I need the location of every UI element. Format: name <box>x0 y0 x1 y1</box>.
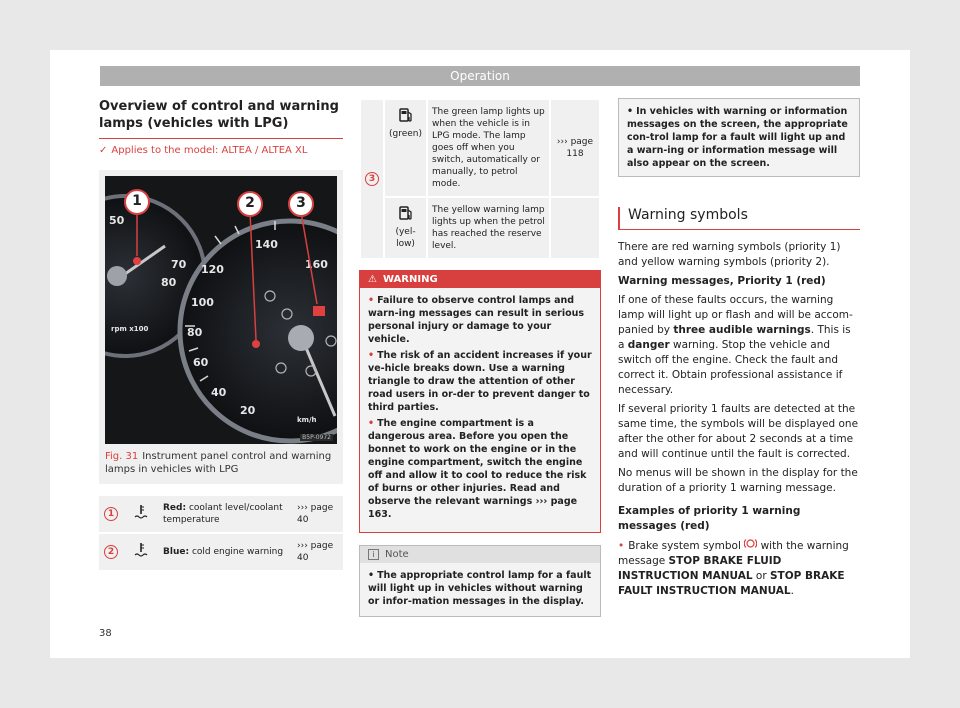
lamp-table <box>99 494 343 572</box>
lpg-lamp-table <box>359 98 601 260</box>
page-number: 38 <box>99 628 112 639</box>
list-item: • Failure to observe control lamps and warn-ing messages can result in serious personal injury or damage to your vehicle. <box>368 295 585 345</box>
page-link[interactable] <box>551 198 599 258</box>
fuel-pump-icon <box>397 215 415 225</box>
page-link[interactable]: ››› page 40 <box>293 496 343 532</box>
list-item: • Brake system symbol with the warning message STOP BRAKE FLUID INSTRUCTION MANUAL or STOP BRAKE FAULT INSTRUCTION MANUAL. <box>618 540 849 597</box>
svg-text:60: 60 <box>193 356 209 369</box>
column-3 <box>618 98 860 603</box>
note-body <box>360 563 600 616</box>
svg-text:80: 80 <box>187 326 203 339</box>
svg-text:80: 80 <box>161 276 177 289</box>
instrument-panel-illustration <box>105 176 337 444</box>
warning-symbols-title: Warning symbols <box>618 207 860 230</box>
svg-text:50: 50 <box>109 214 125 227</box>
note-header: i Note <box>360 546 600 563</box>
list-item: • The engine compartment is a dangerous area. Before you open the bonnet to work on the engine or in the engine compartment, switch the engine off and allow it to cool to reduce the risk of burns or other injuries. Read and observe the relevant warnings ››› page 163. <box>368 418 587 520</box>
info-icon: i <box>368 549 379 560</box>
lamp-description: The yellow warning lamp lights up when the petrol has reached the reserve level. <box>428 198 549 258</box>
page-link[interactable]: ››› page 40 <box>293 534 343 570</box>
manual-page <box>50 50 910 658</box>
svg-text:120: 120 <box>201 263 224 276</box>
svg-text:140: 140 <box>255 238 278 251</box>
lamp-number: 2 <box>104 545 118 559</box>
column-2 <box>359 98 601 617</box>
figure-31 <box>99 170 343 484</box>
svg-text:70: 70 <box>171 258 187 271</box>
warning-body <box>360 288 600 532</box>
list-item: • The appropriate control lamp for a fault will light up in vehicles without warning or infor-mation messages in the display. <box>368 570 592 607</box>
svg-text:40: 40 <box>211 386 227 399</box>
section-title: Overview of control and warning lamps (vehicles with LPG) <box>99 98 343 139</box>
figure-caption: Fig. 31 Instrument panel control and warning lamps in vehicles with LPG <box>105 451 332 475</box>
warning-header: ⚠ WARNING <box>360 271 600 288</box>
table-row <box>361 100 599 196</box>
table-row: 1 Red: coolant level/coolant temperature ››› page 40 <box>99 496 343 532</box>
svg-text:km/h: km/h <box>297 416 317 424</box>
body-text: There are red warning symbols (priority 1) and yellow warning symbols (priority 2). Warning messages, Priority 1 (red) If one of these faults occurs, the warning lamp will light up or flash and will be accom-panied by three audible warnings. This is a danger warning. Stop the vehicle and switch off the engine. Check the fault and correct it. Obtain professional assistance if necessary. If several priority 1 faults are detected at the same time, the symbols will be displayed one after the other for about 2 seconds at a time and will continue until the fault is corrected. No menus will be shown in the display for the duration of a priority 1 warning message. Examples of priority 1 warning messages (red) • Brake system symbol with the warning message STOP BRAKE FLUID INSTRUCTION MANUAL or STOP BRAKE FAULT INSTRUCTION MANUAL. <box>618 241 859 597</box>
lamp-number: 3 <box>365 172 379 186</box>
table-row <box>361 198 599 258</box>
lamp-color-label: (yel-low) <box>395 227 416 249</box>
info-box: • In vehicles with warning or information messages on the screen, the appropriate con-trol lamp for a fault will light up and a warn-ing or information message will also appear on the screen. <box>618 98 860 177</box>
table-row: 2 Blue: cold engine warning ››› page 40 <box>99 534 343 570</box>
photo-code: B5P-0972 <box>302 434 331 441</box>
fuel-pump-icon <box>397 117 415 127</box>
brake-system-icon <box>744 538 757 554</box>
lamp-color-label: (green) <box>389 129 423 139</box>
page-link[interactable]: ››› page 118 <box>551 100 599 196</box>
warning-box <box>359 270 601 533</box>
callout-3: 3 <box>296 195 306 211</box>
coolant-thermometer-icon <box>133 513 149 523</box>
list-item: • The risk of an accident increases if your ve-hicle breaks down. Use a warning triangle to draw the attention of other road users in or-der to prevent danger to third parties. <box>368 350 592 413</box>
callout-1: 1 <box>132 193 142 209</box>
applies-note: ✓ Applies to the model: ALTEA / ALTEA XL <box>99 145 308 156</box>
callout-2: 2 <box>245 195 255 211</box>
svg-text:160: 160 <box>305 258 328 271</box>
coolant-thermometer-icon <box>133 551 149 561</box>
svg-text:20: 20 <box>240 404 256 417</box>
check-icon: ✓ <box>99 145 108 156</box>
lamp-description: The green lamp lights up when the vehicle is in LPG mode. The lamp goes off when you switch, automatically or manually, to petrol mode. <box>428 100 549 196</box>
svg-text:rpm x100: rpm x100 <box>111 325 149 333</box>
note-box <box>359 545 601 617</box>
lamp-number: 1 <box>104 507 118 521</box>
instrument-panel-photo <box>105 176 337 444</box>
svg-text:100: 100 <box>191 296 214 309</box>
warning-triangle-icon: ⚠ <box>368 274 377 285</box>
section-header: Operation <box>100 66 860 86</box>
column-1 <box>99 98 343 572</box>
